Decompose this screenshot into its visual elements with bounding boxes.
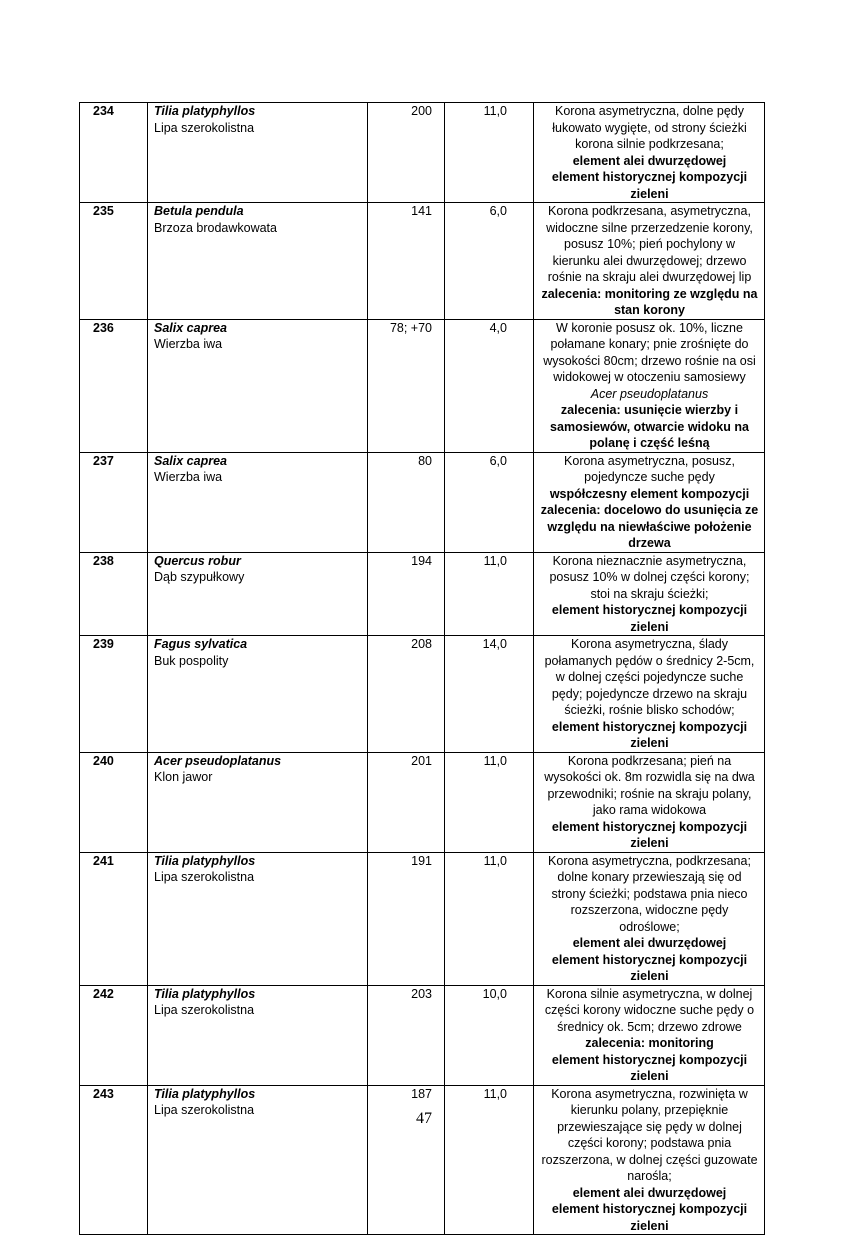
- species-cell: [148, 636, 368, 753]
- tree-height: 11,0: [445, 103, 534, 203]
- latin-name: Tilia platyphyllos: [154, 1086, 256, 1101]
- species-cell: [148, 852, 368, 985]
- trunk-circumference: 208: [368, 636, 445, 753]
- description-note: element alei dwurzędowej: [572, 936, 727, 950]
- species-cell: [148, 103, 368, 203]
- species-cell: [148, 203, 368, 320]
- species-cell: [148, 319, 368, 452]
- species-cell: [148, 752, 368, 852]
- description-note: zalecenia: monitoring: [585, 1036, 714, 1050]
- description-italic: Acer pseudoplatanus: [590, 386, 709, 401]
- tree-height: 11,0: [445, 752, 534, 852]
- common-name: Brzoza brodawkowata: [154, 220, 277, 235]
- trunk-circumference: 201: [368, 752, 445, 852]
- description-main: Korona nieznacznie asymetryczna, posusz 10% w dolnej części korony; stoi na skraju ścieżki;: [549, 553, 750, 601]
- trunk-circumference: 80: [368, 452, 445, 552]
- description-note: zalecenia: usunięcie wierzby i samosiewów, otwarcie widoku na polanę i część leśną: [550, 403, 749, 450]
- description-cell: [534, 552, 765, 636]
- description-note: zalecenia: monitoring ze względu na stan korony: [541, 286, 758, 317]
- description-text: [539, 753, 760, 819]
- tree-height: 10,0: [445, 985, 534, 1085]
- description-cell: [534, 203, 765, 320]
- description-cell: [534, 1085, 765, 1235]
- table-row: [80, 552, 765, 636]
- tree-number: 237: [80, 452, 148, 552]
- description-main: Korona podkrzesana; pień na wysokości ok. 8m rozwidla się na dwa przewodniki; rośnie na skraju polany, jako rama widokowa: [544, 753, 755, 817]
- table-row: [80, 1085, 765, 1235]
- latin-name: Salix caprea: [154, 320, 227, 335]
- common-name: Buk pospolity: [154, 653, 229, 668]
- table-row: [80, 103, 765, 203]
- tree-number: 242: [80, 985, 148, 1085]
- description-note: element historycznej kompozycji zieleni: [551, 719, 748, 750]
- description-main: Korona podkrzesana, asymetryczna, widoczne silne przerzedzenie korony, posusz 10%; pień pochylony w kierunku alei dwurzędowej; drzewo rośnie na skraju alei dwurzędowej lip: [546, 204, 753, 284]
- tree-number: 239: [80, 636, 148, 753]
- description-cell: [534, 319, 765, 452]
- trunk-circumference: 187: [368, 1085, 445, 1235]
- description-note: współczesny element kompozycji: [549, 486, 750, 501]
- trunk-circumference: 194: [368, 552, 445, 636]
- description-text: [539, 203, 760, 286]
- tree-height: 6,0: [445, 452, 534, 552]
- latin-name: Tilia platyphyllos: [154, 104, 256, 118]
- description-note: element historycznej kompozycji zieleni: [551, 819, 748, 850]
- latin-name: Salix caprea: [154, 453, 227, 468]
- common-name: Lipa szerokolistna: [154, 870, 255, 884]
- table-row: [80, 985, 765, 1085]
- table-row: [80, 636, 765, 753]
- description-note: element historycznej kompozycji zieleni: [551, 1052, 748, 1083]
- description-text: [539, 853, 760, 936]
- trunk-circumference: 141: [368, 203, 445, 320]
- description-main: Korona asymetryczna, rozwinięta w kierunku polany, przepięknie przewieszające się pędy w dolnej części korony; podstawa pnia rozszerzona, w dolnej części guzowate narośla;: [541, 1086, 758, 1183]
- common-name: Lipa szerokolistna: [154, 1003, 255, 1017]
- tree-number: 241: [80, 852, 148, 985]
- description-cell: [534, 636, 765, 753]
- latin-name: Tilia platyphyllos: [154, 853, 256, 868]
- latin-name: Betula pendula: [154, 204, 244, 218]
- table-row: [80, 452, 765, 552]
- description-text: [539, 1086, 760, 1185]
- table-row: [80, 752, 765, 852]
- description-text: [539, 636, 760, 719]
- tree-height: 6,0: [445, 203, 534, 320]
- description-cell: [534, 852, 765, 985]
- tree-number: 243: [80, 1085, 148, 1235]
- description-text: [539, 986, 760, 1036]
- trunk-circumference: 191: [368, 852, 445, 985]
- description-text: [539, 453, 760, 486]
- common-name: Lipa szerokolistna: [154, 1103, 255, 1117]
- description-note: element historycznej kompozycji zieleni: [551, 1202, 748, 1233]
- latin-name: Tilia platyphyllos: [154, 986, 256, 1001]
- description-main: Korona silnie asymetryczna, w dolnej części korony widoczne suche pędy o średnicy ok. 5cm; drzewo zdrowe: [544, 986, 755, 1034]
- description-text: [539, 553, 760, 603]
- species-cell: [148, 985, 368, 1085]
- table-row: [80, 319, 765, 452]
- common-name: Wierzba iwa: [154, 470, 223, 484]
- description-main: Korona asymetryczna, podkrzesana; dolne konary przewieszają się od strony ścieżki; podstawa pnia nieco rozszerzona, widoczne pędy odroślowe;: [548, 853, 751, 934]
- description-cell: [534, 752, 765, 852]
- description-cell: [534, 985, 765, 1085]
- tree-height: 14,0: [445, 636, 534, 753]
- tree-number: 235: [80, 203, 148, 320]
- tree-number: 240: [80, 752, 148, 852]
- latin-name: Quercus robur: [154, 553, 241, 568]
- common-name: Klon jawor: [154, 770, 213, 784]
- description-main: Korona asymetryczna, posusz, pojedyncze suche pędy: [564, 453, 735, 484]
- tree-inventory-table: [79, 102, 765, 1235]
- tree-height: 4,0: [445, 319, 534, 452]
- description-note: element historycznej kompozycji zieleni: [551, 170, 748, 201]
- trunk-circumference: 203: [368, 985, 445, 1085]
- trunk-circumference: 200: [368, 103, 445, 203]
- description-cell: [534, 452, 765, 552]
- common-name: Wierzba iwa: [154, 337, 223, 351]
- common-name: Dąb szypułkowy: [154, 570, 245, 584]
- latin-name: Fagus sylvatica: [154, 637, 248, 651]
- tree-height: 11,0: [445, 1085, 534, 1235]
- table-body: [80, 103, 765, 1235]
- description-note: element alei dwurzędowej: [572, 1185, 727, 1200]
- description-note: element historycznej kompozycji zieleni: [551, 952, 748, 983]
- tree-number: 236: [80, 319, 148, 452]
- species-cell: [148, 552, 368, 636]
- tree-height: 11,0: [445, 852, 534, 985]
- description-main: Korona asymetryczna, ślady połamanych pędów o średnicy 2-5cm, w dolnej części pojedyncze suche pędy; pojedyncze drzewo na skraju ścieżki, rośnie blisko schodów;: [544, 637, 755, 717]
- description-main: W koronie posusz ok. 10%, liczne połamane konary; pnie zrośnięte do wysokości 80cm; drzewo rośnie na osi widokowej w otoczeniu samosiewy: [543, 320, 756, 384]
- table-row: [80, 203, 765, 320]
- latin-name: Acer pseudoplatanus: [154, 753, 282, 768]
- description-main: Korona asymetryczna, dolne pędy łukowato wygięte, od strony ścieżki korona silnie podkrzesana;: [552, 104, 747, 151]
- description-note: zalecenia: docelowo do usunięcia ze względu na niewłaściwe położenie drzewa: [540, 503, 759, 550]
- description-text: [539, 103, 760, 153]
- tree-number: 238: [80, 552, 148, 636]
- common-name: Lipa szerokolistna: [154, 120, 255, 135]
- table-row: [80, 852, 765, 985]
- page-number: 47: [416, 1110, 432, 1127]
- tree-number: 234: [80, 103, 148, 203]
- description-cell: [534, 103, 765, 203]
- trunk-circumference: 78; +70: [368, 319, 445, 452]
- description-note: element alei dwurzędowej: [572, 153, 727, 168]
- description-note: element historycznej kompozycji zieleni: [551, 603, 748, 634]
- species-cell: [148, 452, 368, 552]
- tree-height: 11,0: [445, 552, 534, 636]
- description-text: [539, 320, 760, 403]
- species-cell: [148, 1085, 368, 1235]
